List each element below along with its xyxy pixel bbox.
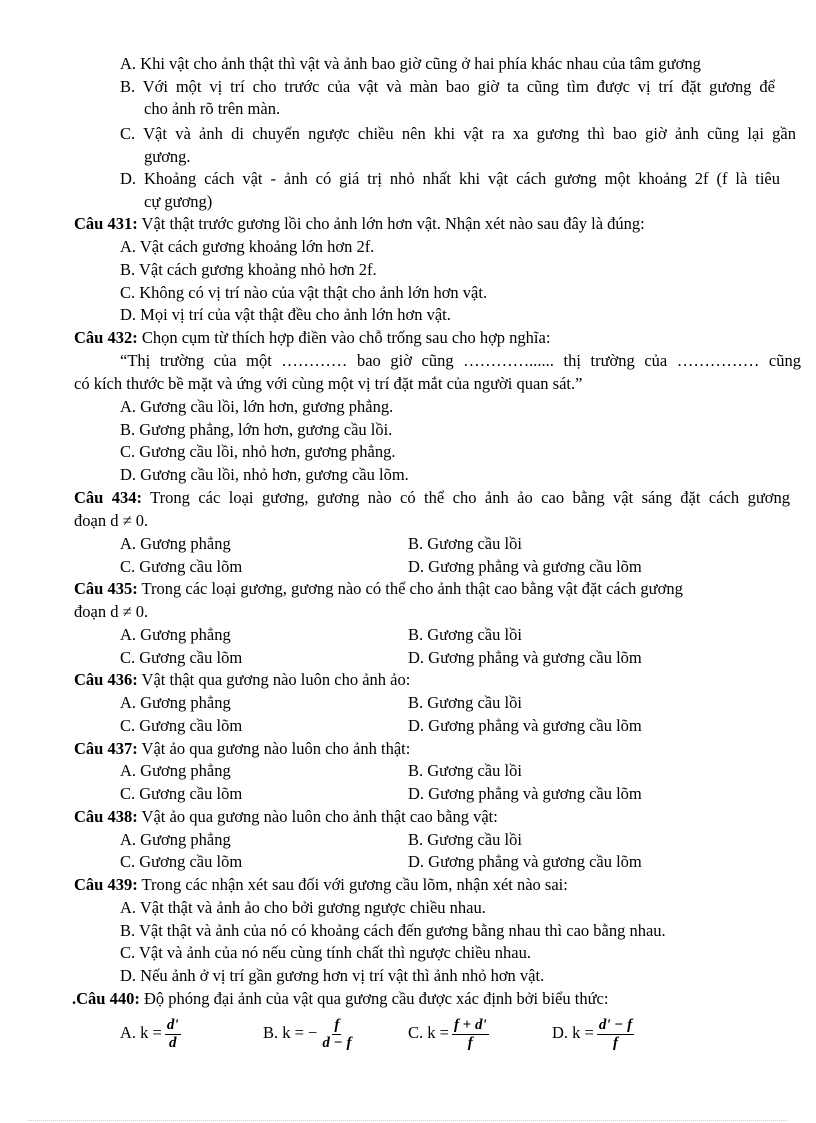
option-d: D. Gương phẳng và gương cầu lõm bbox=[408, 784, 642, 803]
option-d bbox=[552, 1014, 634, 1052]
question-431 bbox=[74, 214, 645, 234]
question-text: Chọn cụm từ thích hợp điền vào chỗ trống sau cho hợp nghĩa: bbox=[141, 328, 551, 347]
question-text-continued: đoạn d ≠ 0. bbox=[74, 511, 149, 530]
option-a: A. Gương phẳng bbox=[120, 534, 231, 553]
option-a: A. Gương phẳng bbox=[120, 625, 231, 644]
formula-prefix: D. k = bbox=[552, 1023, 594, 1042]
question-text: Vật ảo qua gương nào luôn cho ảnh thật: bbox=[141, 739, 411, 758]
option-b-continued: cho ảnh rõ trên màn. bbox=[144, 99, 281, 118]
option-b: B. Gương cầu lồi bbox=[408, 693, 522, 712]
question-435 bbox=[74, 579, 683, 599]
quote-line: có kích thước bề mặt và ứng với cùng một vị trí đặt mắt của người quan sát.” bbox=[74, 374, 583, 393]
question-label: Câu 438: bbox=[74, 807, 138, 826]
question-439 bbox=[74, 875, 568, 895]
option-b: B. Với một vị trí cho trước của vật và màn bao giờ ta cũng tìm được vị trí đặt gương để bbox=[120, 77, 775, 96]
formula-prefix: A. k = bbox=[120, 1023, 162, 1042]
option-d-continued: cự gương) bbox=[144, 192, 213, 211]
question-label: Câu 435: bbox=[74, 579, 138, 598]
option-a: A. Gương phẳng bbox=[120, 761, 231, 780]
quote-line: “Thị trường của một ………… bao giờ cũng …………...... thị trường của …………… cũng bbox=[120, 351, 801, 370]
option-b: B. Vật thật và ảnh của nó có khoảng cách đến gương bằng nhau thì cao bằng nhau. bbox=[120, 921, 666, 940]
denominator: f bbox=[612, 1034, 618, 1051]
question-436 bbox=[74, 670, 410, 690]
question-432 bbox=[74, 328, 550, 348]
question-434 bbox=[74, 488, 790, 508]
formula-prefix: C. k = bbox=[408, 1023, 449, 1042]
option-c-continued: gương. bbox=[144, 147, 191, 166]
option-d: D. Mọi vị trí của vật thật đều cho ảnh lớn hơn vật. bbox=[120, 305, 451, 324]
fraction bbox=[165, 1017, 181, 1052]
question-label: Câu 436: bbox=[74, 670, 138, 689]
denominator: f bbox=[467, 1034, 473, 1051]
option-c: C. Vật và ảnh của nó nếu cùng tính chất thì ngược chiều nhau. bbox=[120, 943, 531, 962]
option-a: A. Vật cách gương khoảng lớn hơn 2f. bbox=[120, 237, 375, 256]
question-text: Vật ảo qua gương nào luôn cho ảnh thật cao bằng vật: bbox=[141, 807, 498, 826]
option-b: B. Gương cầu lồi bbox=[408, 830, 522, 849]
option-b bbox=[263, 1014, 353, 1052]
option-a: A. Vật thật và ảnh ảo cho bởi gương ngược chiều nhau. bbox=[120, 898, 486, 917]
question-438 bbox=[74, 807, 498, 827]
question-text: Trong các loại gương, gương nào có thể cho ảnh thật cao bằng vật đặt cách gương bbox=[141, 579, 683, 598]
question-text: Vật thật trước gương lồi cho ảnh lớn hơn vật. Nhận xét nào sau đây là đúng: bbox=[141, 214, 645, 233]
option-c bbox=[408, 1014, 489, 1052]
option-d: D. Gương cầu lồi, nhỏ hơn, gương cầu lõm. bbox=[120, 465, 409, 484]
numerator: f + d' bbox=[453, 1016, 487, 1033]
denominator: d bbox=[168, 1034, 177, 1051]
question-label: Câu 432: bbox=[74, 328, 138, 347]
numerator: d' bbox=[166, 1016, 179, 1033]
fraction bbox=[452, 1017, 489, 1052]
option-c: C. Gương cầu lõm bbox=[120, 852, 243, 871]
question-label: Câu 439: bbox=[74, 875, 138, 894]
question-440 bbox=[72, 989, 608, 1009]
page-bottom-divider bbox=[28, 1120, 788, 1121]
question-text: Trong các loại gương, gương nào có thể cho ảnh ảo cao bằng vật sáng đặt cách gương bbox=[150, 488, 790, 507]
question-text: Độ phóng đại ảnh của vật qua gương cầu được xác định bởi biểu thức: bbox=[143, 989, 609, 1008]
option-d: D. Gương phẳng và gương cầu lõm bbox=[408, 557, 642, 576]
fraction bbox=[597, 1017, 634, 1052]
denominator: d − f bbox=[322, 1034, 352, 1051]
formula-prefix: B. k = − bbox=[263, 1023, 318, 1042]
option-a: A. Khi vật cho ảnh thật thì vật và ảnh bao giờ cũng ở hai phía khác nhau của tâm gương bbox=[120, 54, 701, 73]
option-b: B. Gương cầu lồi bbox=[408, 761, 522, 780]
option-a: A. Gương phẳng bbox=[120, 693, 231, 712]
question-label: Câu 437: bbox=[74, 739, 138, 758]
question-label: .Câu 440: bbox=[72, 989, 140, 1008]
option-a: A. Gương cầu lồi, lớn hơn, gương phẳng. bbox=[120, 397, 394, 416]
question-label: Câu 434: bbox=[74, 488, 143, 507]
question-437 bbox=[74, 739, 410, 759]
option-c: C. Gương cầu lõm bbox=[120, 716, 243, 735]
option-c: C. Vật và ảnh di chuyển ngược chiều nên khi vật ra xa gương thì bao giờ ảnh cũng lại gần bbox=[120, 124, 796, 143]
option-c: C. Không có vị trí nào của vật thật cho ảnh lớn hơn vật. bbox=[120, 283, 488, 302]
question-text-continued: đoạn d ≠ 0. bbox=[74, 602, 149, 621]
numerator: f bbox=[334, 1016, 340, 1033]
option-c: C. Gương cầu lõm bbox=[120, 648, 243, 667]
option-b: B. Gương phẳng, lớn hơn, gương cầu lồi. bbox=[120, 420, 393, 439]
option-c: C. Gương cầu lồi, nhỏ hơn, gương phẳng. bbox=[120, 442, 396, 461]
option-a bbox=[120, 1014, 181, 1052]
option-c: C. Gương cầu lõm bbox=[120, 784, 243, 803]
option-b: B. Vật cách gương khoảng nhỏ hơn 2f. bbox=[120, 260, 377, 279]
option-d: D. Gương phẳng và gương cầu lõm bbox=[408, 648, 642, 667]
question-text: Trong các nhận xét sau đối với gương cầu lõm, nhận xét nào sai: bbox=[141, 875, 568, 894]
numerator: d' − f bbox=[598, 1016, 633, 1033]
option-b: B. Gương cầu lồi bbox=[408, 534, 522, 553]
option-d: D. Gương phẳng và gương cầu lõm bbox=[408, 852, 642, 871]
question-label: Câu 431: bbox=[74, 214, 138, 233]
option-d: D. Khoảng cách vật - ảnh có giá trị nhỏ nhất khi vật cách gương một khoảng 2f (f là tiêu bbox=[120, 169, 780, 188]
option-d: D. Gương phẳng và gương cầu lõm bbox=[408, 716, 642, 735]
question-text: Vật thật qua gương nào luôn cho ảnh ảo: bbox=[141, 670, 411, 689]
fraction bbox=[320, 1017, 353, 1052]
option-a: A. Gương phẳng bbox=[120, 830, 231, 849]
option-b: B. Gương cầu lồi bbox=[408, 625, 522, 644]
option-d: D. Nếu ảnh ở vị trí gần gương hơn vị trí vật thì ảnh nhỏ hơn vật. bbox=[120, 966, 545, 985]
option-c: C. Gương cầu lõm bbox=[120, 557, 243, 576]
